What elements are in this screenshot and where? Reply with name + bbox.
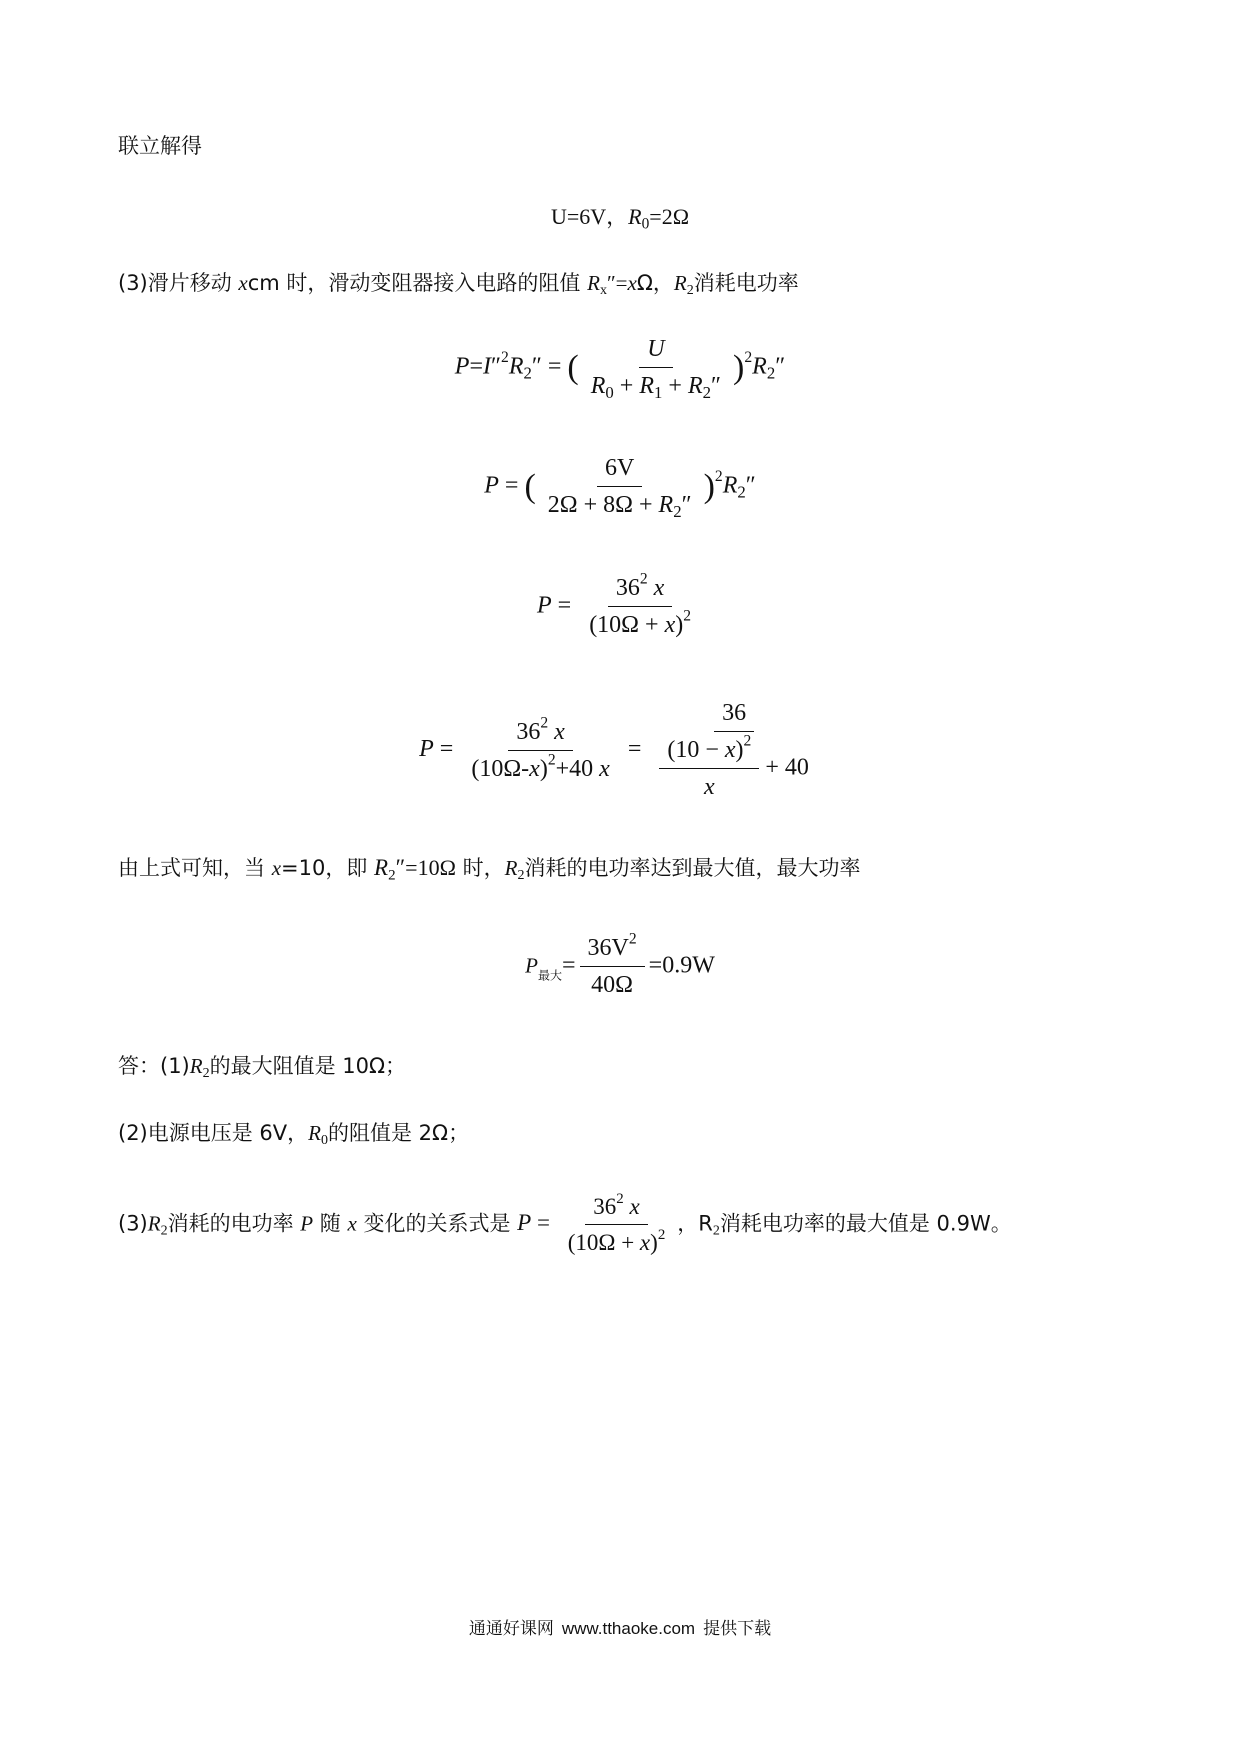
equation-power-rearranged: P = $\frac{36^2 x}{(10\Omega-x)^2+40 x}$ = 36 $\frac{(10 - x)^2}{x}$ + 40: [419, 700, 809, 800]
equation-pmax: $P_{最大}=$ $\frac{36V^2}{40\Omega}$ =0.9W: [525, 930, 715, 998]
step3-r-eq: ″=: [606, 271, 628, 295]
answer-3-prefix: (3): [118, 1211, 148, 1236]
footer-site: 通通好课网: [468, 1619, 554, 1639]
footer-suffix: 提供下载: [703, 1619, 772, 1639]
step3-line: (3)滑片移动 xcm 时，滑动变阻器接入电路的阻值 $R_x''=x\Omega$，$R_2$消耗电功率: [118, 271, 799, 299]
pmax-num: 36V: [587, 935, 629, 961]
step3-r2-text: 消耗电功率: [693, 271, 799, 295]
conclusion-r2-text: 消耗的电功率达到最大值，最大功率: [524, 856, 861, 880]
conclusion-line: 由上式可知，当 x=10，即 $R_2''=10\Omega$ 时，$R_2$消耗的电功率达到最大值，最大功率: [118, 855, 861, 884]
equation-power-general: $P=I''^2R_2''$ = ( $\frac{U}{R_0 + R_1 + R_2''}$ )$^2R_2''$: [454, 336, 786, 403]
solution-u: U=6V，: [550, 204, 629, 229]
page-footer: [0, 1614, 1240, 1639]
answer-3-rel: 变化的关系式是: [356, 1211, 518, 1236]
pmax-den: 40Ω: [591, 972, 634, 998]
solution-values: U=6V，$R_0=2\Omega$: [550, 204, 690, 233]
answer-2-prefix: (2)电源电压是 6V，: [118, 1121, 309, 1145]
answer-3-end: ，R: [677, 1211, 713, 1236]
solution-r0: =2Ω: [649, 204, 690, 229]
answer-3-mid: 随: [313, 1211, 348, 1236]
equation-power-substituted: P = ( $\frac{6V}{2\Omega + 8\Omega + R_2''}$ )$^2R_2''$: [484, 455, 756, 522]
answer-3: $(3)R_2$消耗的电功率 P 随 x 变化的关系式是 P = $\frac{36^2 x}{(10\Omega + x)^2}$ ，$R_2$消耗电功率的最大值是 0.9W。: [118, 1190, 1012, 1255]
step3-cm-text: cm 时，滑动变阻器接入电路的阻值: [247, 271, 588, 295]
step3-r-sub: x: [599, 283, 607, 299]
answer-3-tail: 消耗电功率的最大值是 0.9W。: [719, 1211, 1012, 1236]
solve-heading: 联立解得: [118, 134, 202, 158]
pmax-result: =0.9W: [648, 952, 715, 979]
answer-3-text: 消耗的电功率: [167, 1211, 301, 1236]
equation-power-x: P = $\frac{36^2 x}{(10\Omega + x)^2}$: [536, 570, 692, 638]
conclusion-x-eq: =10，即: [281, 856, 375, 880]
answer-1-text: 的最大阻值是 10Ω；: [209, 1054, 407, 1078]
footer-url: www.tthaoke.com: [561, 1619, 696, 1638]
answer-1: 答：$(1)R_2$的最大阻值是 10Ω；: [118, 1054, 407, 1082]
conclusion-prefix: 由上式可知，当: [118, 856, 272, 880]
answer-2-text: 的阻值是 2Ω；: [327, 1121, 470, 1145]
step3-omega: Ω，: [636, 271, 674, 295]
answer-2: (2)电源电压是 6V，$R_0$的阻值是 2Ω；: [118, 1121, 470, 1149]
step3-x: x: [238, 271, 248, 295]
pmax-sub: 最大: [537, 968, 562, 983]
answer-1-prefix: 答：(1): [118, 1054, 190, 1078]
conclusion-val: =10Ω: [405, 855, 456, 880]
step3-prefix: (3)滑片移动: [118, 271, 239, 295]
conclusion-suffix: 时，: [455, 856, 505, 880]
